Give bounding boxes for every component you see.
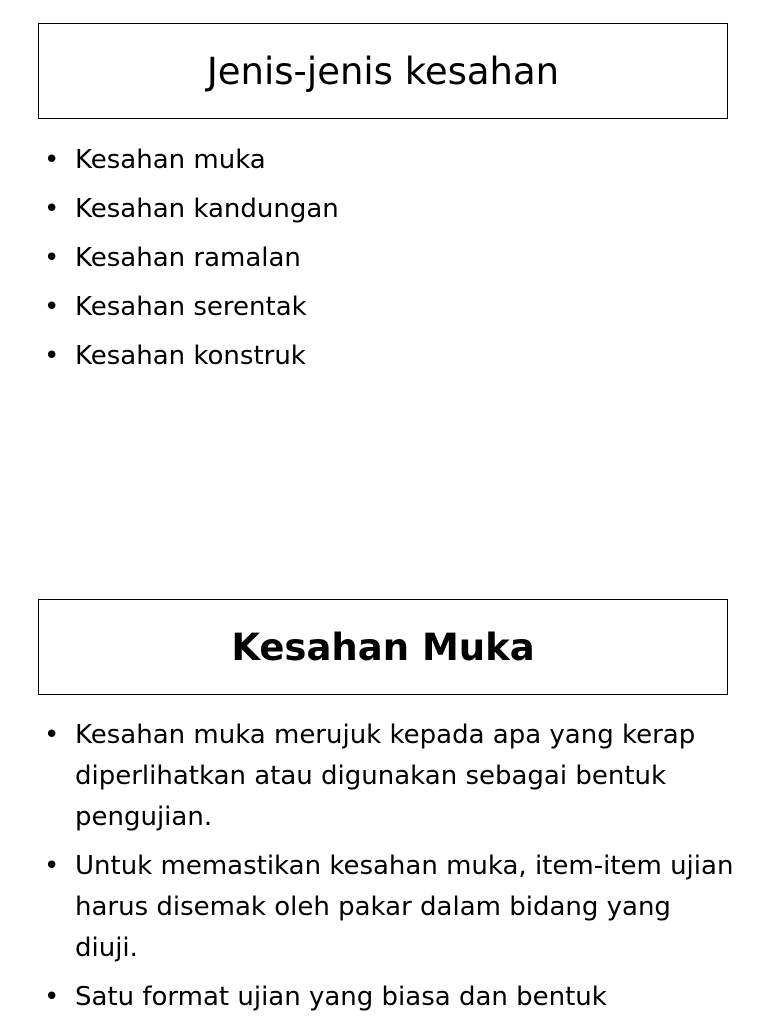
list-item <box>44 977 734 1018</box>
slide-1-title-box <box>38 23 728 119</box>
list-item <box>44 846 734 969</box>
slide-1-title: Jenis-jenis kesahan <box>206 49 560 93</box>
list-item-text: Kesahan kandungan <box>75 194 339 224</box>
bullet-icon: • <box>44 145 60 175</box>
list-item-text: Satu format ujian yang biasa dan bentuk <box>75 982 607 1012</box>
list-item <box>44 140 734 189</box>
bullet-icon: • <box>44 243 60 273</box>
slide-2-bullet-list <box>44 715 734 1026</box>
bullet-icon: • <box>44 194 60 224</box>
list-item-text: Kesahan muka <box>75 145 266 175</box>
bullet-icon: • <box>44 982 60 1012</box>
list-item-text: Kesahan muka merujuk kepada apa yang kerap diperlihatkan atau digunakan sebagai bentuk pengujian. <box>75 720 696 832</box>
list-item-text: Kesahan ramalan <box>75 243 301 273</box>
bullet-icon: • <box>44 720 60 750</box>
list-item <box>44 238 734 287</box>
bullet-icon: • <box>44 341 60 371</box>
list-item <box>44 287 734 336</box>
list-item-text: Kesahan serentak <box>75 292 307 322</box>
slide-1-bullet-list <box>44 140 734 385</box>
bullet-icon: • <box>44 292 60 322</box>
list-item-text: Kesahan konstruk <box>75 341 306 371</box>
bullet-icon: • <box>44 851 60 881</box>
list-item-text: Untuk memastikan kesahan muka, item-item ujian harus disemak oleh pakar dalam bidang yang diuji. <box>75 851 734 963</box>
slide-2-title-box <box>38 599 728 695</box>
list-item <box>44 715 734 838</box>
list-item <box>44 189 734 238</box>
slide-2-title: Kesahan Muka <box>231 625 535 669</box>
list-item <box>44 336 734 385</box>
